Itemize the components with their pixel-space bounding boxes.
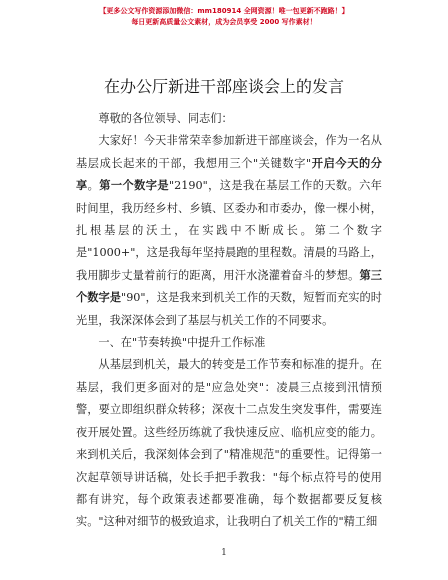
- intro-text-4: "90"，这是我来到机关工作的天数，短暂而充实的时光里，我深深体会到了基层与机关工作的不同要求。: [76, 291, 382, 327]
- paragraph-section-1: 从基层到机关，最大的转变是工作节奏和标准的提升。在基层，我们更多面对的是"应急处突"：凌晨三点接到汛情预警，要立即组织群众转移；深夜十二点发生突发事件，需要连夜开展处置。这些经历练就了我快速反应、临机应变的能力。来到机关后，我深刻体会到了"精准规范"的重要性。记得第一次起草领导讲话稿，处长手把手教我："每个标点符号的使用都有讲究，每个政策表述都要准确，每个数据都要反复核实。"这种对细节的极致追求，让我明白了机关工作的"精工细: [76, 358, 382, 529]
- salutation: 尊敬的各位领导、同志们：: [98, 112, 233, 125]
- intro-bold-3: 第三个数字是: [76, 268, 382, 305]
- page-number: 1: [221, 548, 227, 558]
- section-heading-1: 一、在"节奏转换"中提升工作标准: [98, 336, 266, 350]
- document-body: [76, 108, 382, 534]
- document-title: 在办公厅新进干部座谈会上的发言: [103, 77, 344, 96]
- promo-banner: [0, 6, 448, 28]
- intro-text-3: "2190"，这是我在基层工作的天数。六年时间里，我历经乡村、乡镇、区委办和市委办，像一棵小树，扎根基层的沃土，在实践中不断成长。第二个数字是"1000+"，这是我每年坚持晨跑的里程数。清晨的马路上，我用脚步丈量着前行的距离，用汗水浇灌着奋斗的梦想。: [76, 179, 382, 282]
- intro-bold-1: 开启今天的分享: [76, 156, 382, 193]
- promo-banner-line-1: 【更多公文写作资源添加微信：mm180914 全网资源！唯一包更新不跑路！】: [99, 7, 349, 15]
- intro-bold-2: 第一个数字是: [99, 179, 169, 193]
- promo-banner-line-2: 每日更新高质量公文素材，成为会员享受 2000 写作素材！: [131, 18, 317, 26]
- paragraph-intro: [76, 130, 382, 332]
- intro-text-2: 。: [87, 179, 100, 193]
- intro-text-1: 大家好！今天非常荣幸参加新进干部座谈会，作为一名从基层成长起来的干部，我想用三个"关键数字": [76, 134, 382, 170]
